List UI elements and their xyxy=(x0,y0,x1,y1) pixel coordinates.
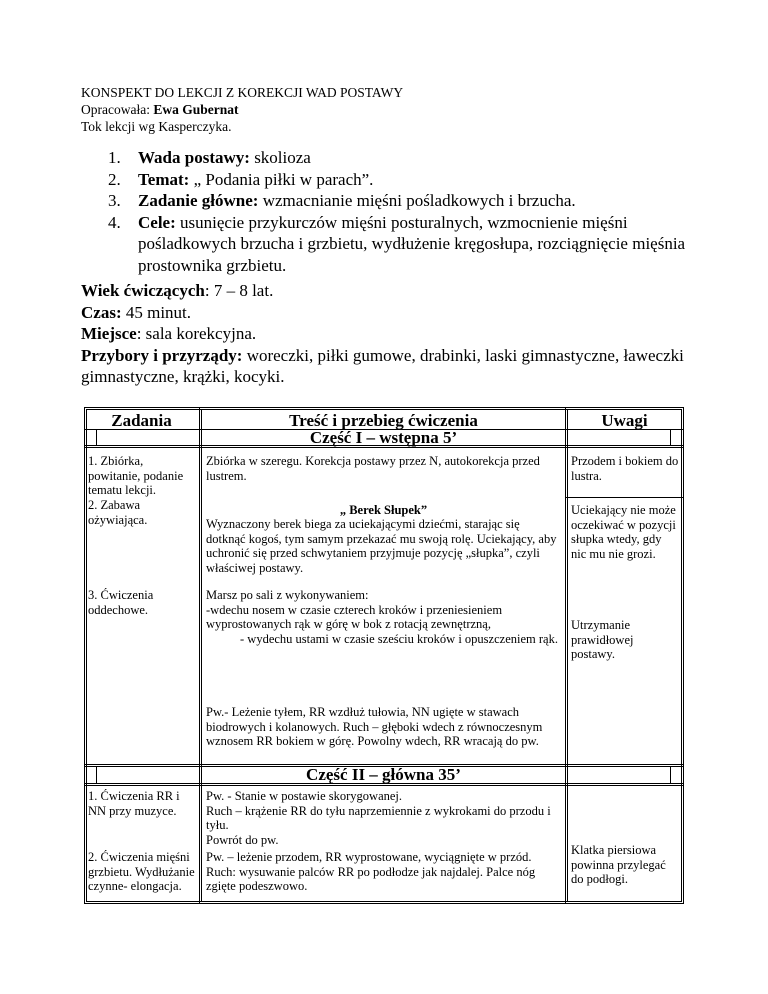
info-time: Czas: 45 minut. xyxy=(81,302,192,322)
list-item: 2. Temat: „ Podania piłki w parach”. xyxy=(108,169,374,189)
content-game: Wyznaczony berek biega za uciekającymi dziećmi, starając się dotknąć kogoś, tym samym przekazać mu swoją rolę. Uciekający, aby uchronić się przed schwytaniem przyjmuje pozycję „słupka”, czyli właściwej postawy. xyxy=(206,517,557,575)
author-name: Ewa Gubernat xyxy=(153,102,239,117)
author-label: Opracowała: xyxy=(81,102,154,117)
lesson-table xyxy=(84,407,684,904)
content-breathing: Marsz po sali z wykonywaniem: -wdechu nosem w czasie czterech kroków i przeniesieniem wyprostowanych rąk w górę w bok z rotacją zewnętrzną, - wydechu ustami w czasie sześciu kroków i opuszczeniem rąk. xyxy=(206,588,558,646)
content-lying-breathing: Pw.- Leżenie tyłem, RR wzdłuż tułowia, NN ugięte w stawach biodrowych i kolanowych. Ruch – głęboki wdech z równoczesnym wznosem RR bokiem w górę. Powolny wdech, RR wracają do pw. xyxy=(206,705,543,748)
lesson-info xyxy=(81,280,721,388)
part-2-title: Część II – główna 35’ xyxy=(306,765,461,784)
task-back-muscles: 2. Ćwiczenia mięśni grzbietu. Wydłużanie czynne- elongacja. xyxy=(88,850,195,893)
list-item: 4. Cele: usunięcie przykurczów mięśni posturalnych, wzmocnienie mięśni pośladkowych brzucha i grzbietu, wydłużenie kręgosłupa, rozciągnięcie mięśnia prostownika grzbietu. xyxy=(108,212,686,275)
author-line xyxy=(81,101,238,118)
remark-posture: Utrzymanie prawidłowej postawy. xyxy=(571,618,634,661)
list-item: 3. Zadanie główne: wzmacnianie mięśni pośladkowych i brzucha. xyxy=(108,191,576,210)
content-music: Pw. - Stanie w postawie skorygowanej. Ruch – krążenie RR do tyłu naprzemiennie z wykrokami do przodu i tyłu. Powrót do pw. xyxy=(206,789,551,847)
remark-mirror: Przodem i bokiem do lustra. xyxy=(571,454,679,483)
lesson-points-list xyxy=(108,147,728,276)
document-title: KONSPEKT DO LEKCJI Z KOREKCJI WAD POSTAWY xyxy=(81,85,404,100)
content-gathering: Zbiórka w szeregu. Korekcja postawy przez N, autokorekcja przed lustrem. xyxy=(206,454,540,483)
header-tasks: Zadania xyxy=(111,411,172,430)
content-back-muscles: Pw. – leżenie przodem, RR wyprostowane, wyciągnięte w przód. Ruch: wysuwanie palców RR po podłodze jak najdalej. Palce nóg zgięte podeszwowo. xyxy=(206,850,536,893)
task-breathing: 3. Ćwiczenia oddechowe. xyxy=(88,588,154,617)
remark-game: Uciekający nie może oczekiwać w pozycji słupka wtedy, gdy nic mu nie grozi. xyxy=(571,503,676,561)
method-line: Tok lekcji wg Kasperczyka. xyxy=(81,119,232,134)
list-item: 1. Wada postawy: skolioza xyxy=(108,148,311,167)
info-equipment: Przybory i przyrządy: woreczki, piłki gumowe, drabinki, laski gimnastyczne, ławeczki gimnastyczne, krążki, kocyki. xyxy=(81,345,684,386)
task-game: 2. Zabawa ożywiająca. xyxy=(88,498,148,527)
part-1-title: Część I – wstępna 5’ xyxy=(309,428,458,447)
task-gathering: 1. Zbiórka, powitanie, podanie tematu lekcji. xyxy=(88,454,184,497)
header-content: Treść i przebieg ćwiczenia xyxy=(289,411,478,430)
game-title: „ Berek Słupek” xyxy=(339,503,428,517)
header-remarks: Uwagi xyxy=(601,411,648,430)
info-place: Miejsce: sala korekcyjna. xyxy=(81,324,257,343)
remark-chest: Klatka piersiowa powinna przylegać do podłogi. xyxy=(571,843,666,886)
task-music: 1. Ćwiczenia RR i NN przy muzyce. xyxy=(88,789,180,818)
info-age: Wiek ćwiczących: 7 – 8 lat. xyxy=(81,281,274,300)
